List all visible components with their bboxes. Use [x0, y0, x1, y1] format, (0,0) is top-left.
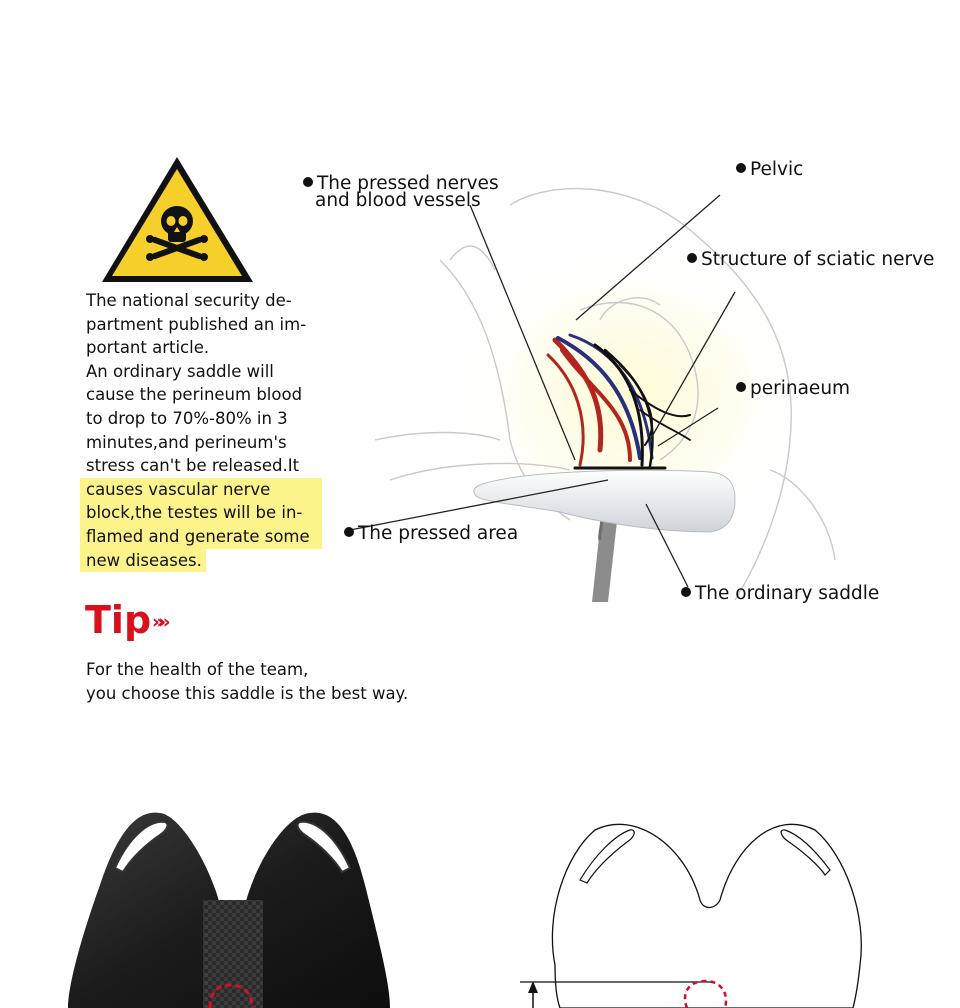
highlighted-line: new diseases.	[80, 549, 206, 573]
article-line: An ordinary saddle will	[86, 361, 274, 381]
article-line: minutes,and perineum's	[86, 432, 287, 452]
article-text	[86, 289, 322, 572]
bullet-dot-icon	[736, 163, 746, 173]
highlighted-line: flamed and generate some	[80, 525, 322, 549]
saddle-outline-diagram	[515, 815, 875, 1008]
tip-line: For the health of the team,	[86, 660, 309, 679]
tip-heading: Tip	[85, 598, 152, 642]
label-pressed-nerves: The pressed nerves and blood vessels	[303, 175, 499, 209]
bullet-dot-icon	[303, 177, 313, 187]
label-pelvic: Pelvic	[736, 159, 803, 180]
bullet-dot-icon	[687, 253, 697, 263]
highlighted-line: causes vascular nerve	[80, 478, 322, 502]
article-line: The national security de-	[86, 291, 292, 310]
label-sciatic-nerve: Structure of sciatic nerve	[687, 249, 934, 270]
carbon-saddle-photo	[60, 805, 405, 1008]
tip-text	[86, 658, 408, 705]
bullet-dot-icon	[736, 382, 746, 392]
bullet-dot-icon	[344, 527, 354, 537]
bullet-dot-icon	[681, 587, 691, 597]
label-perinaeum: perinaeum	[736, 378, 850, 399]
article-line: portant article.	[86, 338, 210, 358]
article-line: partment published an im-	[86, 314, 307, 334]
skull-warning-icon	[100, 155, 255, 285]
highlighted-line: block,the testes will be in-	[80, 501, 322, 525]
article-line: stress can't be released.It	[86, 456, 300, 476]
article-line: to drop to 70%-80% in 3	[86, 408, 288, 428]
label-ordinary-saddle: The ordinary saddle	[681, 583, 879, 604]
tip-line: you choose this saddle is the best way.	[86, 683, 409, 703]
label-pressed-area: The pressed area	[344, 523, 518, 544]
article-line: cause the perineum blood	[86, 385, 303, 405]
double-chevron-icon: »»	[152, 611, 165, 633]
